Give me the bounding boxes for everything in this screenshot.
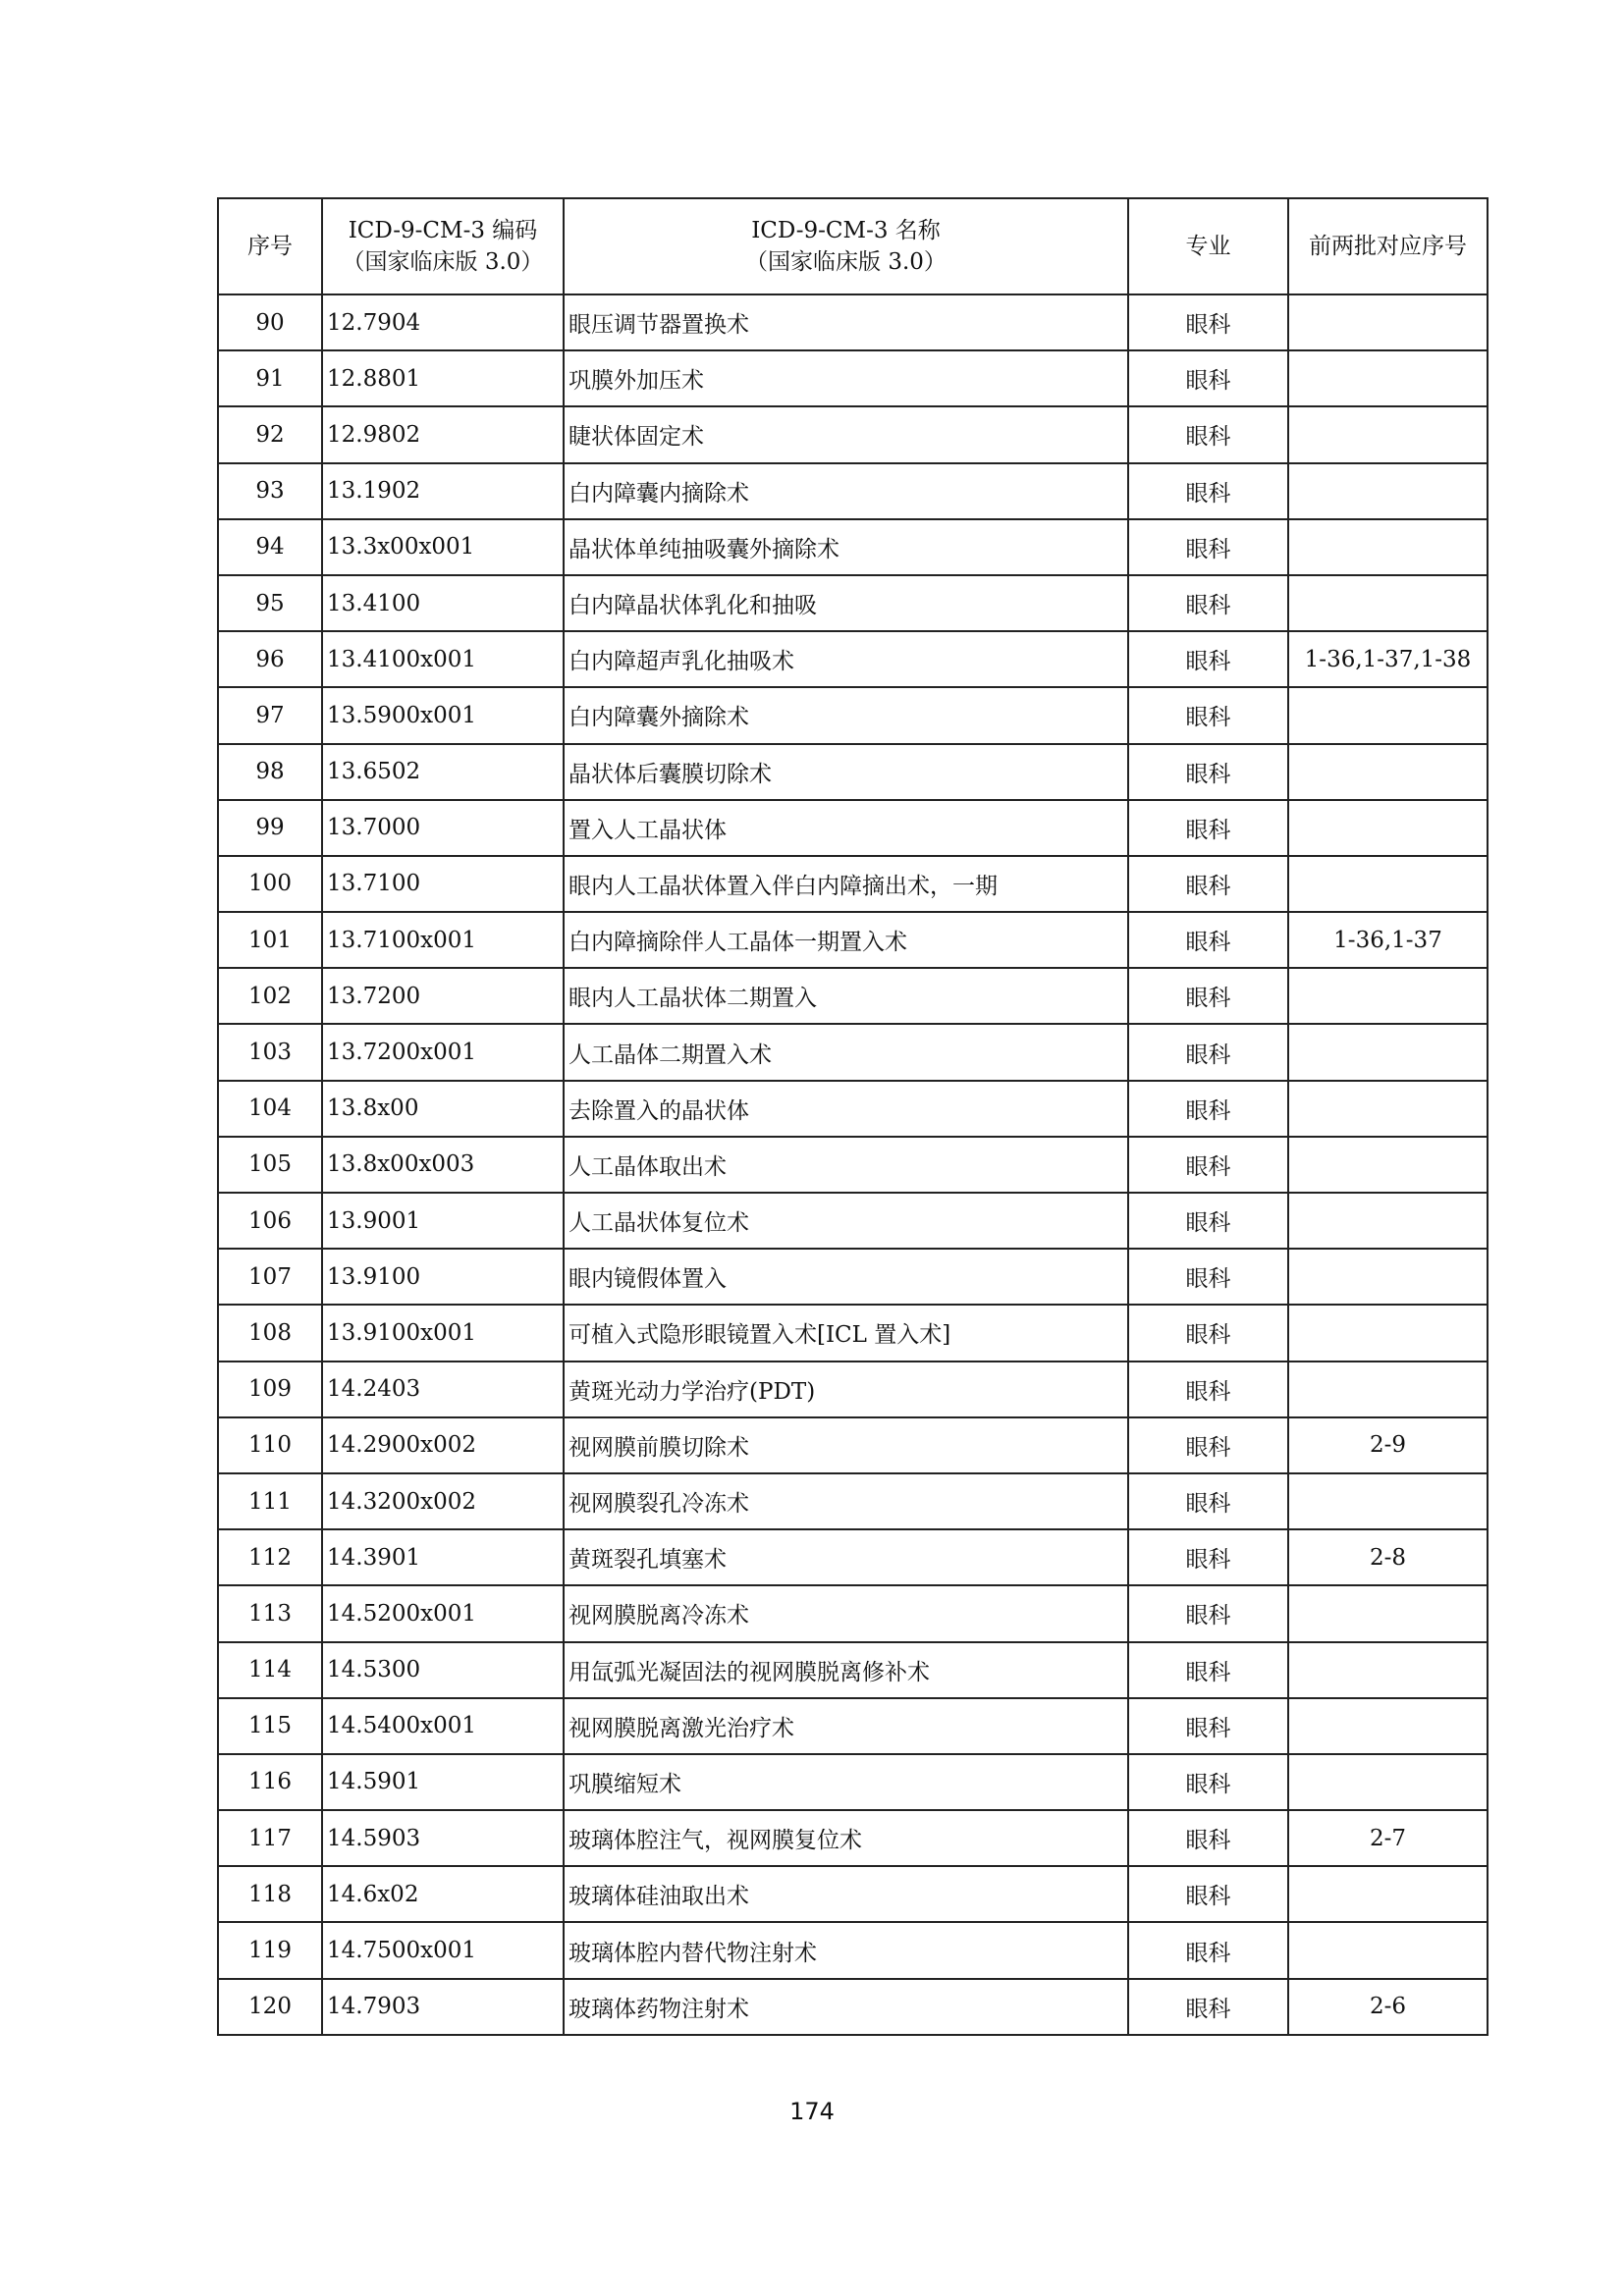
cell-specialty: 眼科	[1128, 1754, 1288, 1810]
cell-name: 睫状体固定术	[564, 406, 1128, 462]
cell-name: 白内障囊内摘除术	[564, 463, 1128, 519]
cell-code: 14.5400x001	[322, 1698, 564, 1754]
cell-name: 视网膜脱离冷冻术	[564, 1585, 1128, 1641]
cell-index: 120	[218, 1979, 322, 2035]
cell-prev-index	[1288, 744, 1488, 800]
cell-name: 眼内镜假体置入	[564, 1249, 1128, 1305]
cell-code: 14.5901	[322, 1754, 564, 1810]
cell-name: 巩膜外加压术	[564, 350, 1128, 406]
header-prev-index: 前两批对应序号	[1288, 198, 1488, 294]
cell-code: 13.6502	[322, 744, 564, 800]
cell-index: 105	[218, 1137, 322, 1193]
cell-specialty: 眼科	[1128, 1024, 1288, 1080]
cell-name: 晶状体后囊膜切除术	[564, 744, 1128, 800]
cell-prev-index	[1288, 1585, 1488, 1641]
cell-prev-index: 2-8	[1288, 1529, 1488, 1585]
cell-specialty: 眼科	[1128, 856, 1288, 912]
cell-name: 黄斑光动力学治疗(PDT)	[564, 1362, 1128, 1417]
table-row	[218, 856, 1488, 912]
cell-prev-index	[1288, 687, 1488, 743]
cell-name: 玻璃体腔注气，视网膜复位术	[564, 1810, 1128, 1866]
cell-prev-index: 1-36,1-37,1-38	[1288, 631, 1488, 687]
cell-prev-index	[1288, 1473, 1488, 1529]
cell-index: 92	[218, 406, 322, 462]
cell-index: 98	[218, 744, 322, 800]
cell-index: 106	[218, 1193, 322, 1249]
header-name	[564, 198, 1128, 294]
cell-name: 眼内人工晶状体二期置入	[564, 968, 1128, 1024]
cell-specialty: 眼科	[1128, 1642, 1288, 1698]
cell-prev-index	[1288, 1698, 1488, 1754]
table-row	[218, 1473, 1488, 1529]
cell-prev-index	[1288, 1024, 1488, 1080]
cell-index: 90	[218, 294, 322, 350]
cell-name: 白内障囊外摘除术	[564, 687, 1128, 743]
cell-prev-index: 2-7	[1288, 1810, 1488, 1866]
cell-specialty: 眼科	[1128, 1585, 1288, 1641]
cell-index: 93	[218, 463, 322, 519]
table-row	[218, 1810, 1488, 1866]
cell-specialty: 眼科	[1128, 912, 1288, 968]
cell-specialty: 眼科	[1128, 1249, 1288, 1305]
table-row	[218, 1754, 1488, 1810]
cell-prev-index	[1288, 1081, 1488, 1137]
table-row	[218, 519, 1488, 575]
cell-index: 101	[218, 912, 322, 968]
cell-index: 91	[218, 350, 322, 406]
cell-name: 眼压调节器置换术	[564, 294, 1128, 350]
cell-specialty: 眼科	[1128, 968, 1288, 1024]
cell-index: 108	[218, 1305, 322, 1361]
cell-specialty: 眼科	[1128, 1193, 1288, 1249]
table-row	[218, 1979, 1488, 2035]
cell-index: 109	[218, 1362, 322, 1417]
cell-prev-index	[1288, 575, 1488, 631]
table-row	[218, 406, 1488, 462]
cell-specialty: 眼科	[1128, 744, 1288, 800]
cell-specialty: 眼科	[1128, 1417, 1288, 1473]
table-row	[218, 912, 1488, 968]
cell-index: 104	[218, 1081, 322, 1137]
header-name-line1: ICD-9-CM-3 名称	[751, 218, 941, 243]
header-name-line2: （国家临床版 3.0）	[745, 249, 947, 275]
table-row	[218, 631, 1488, 687]
cell-index: 113	[218, 1585, 322, 1641]
cell-index: 116	[218, 1754, 322, 1810]
header-code	[322, 198, 564, 294]
cell-prev-index	[1288, 1137, 1488, 1193]
cell-code: 13.8x00	[322, 1081, 564, 1137]
cell-name: 用氙弧光凝固法的视网膜脱离修补术	[564, 1642, 1128, 1698]
table-row	[218, 1698, 1488, 1754]
cell-code: 14.2900x002	[322, 1417, 564, 1473]
cell-index: 94	[218, 519, 322, 575]
cell-code: 13.1902	[322, 463, 564, 519]
cell-name: 人工晶体取出术	[564, 1137, 1128, 1193]
cell-prev-index	[1288, 1362, 1488, 1417]
cell-specialty: 眼科	[1128, 1810, 1288, 1866]
cell-prev-index	[1288, 1866, 1488, 1922]
cell-specialty: 眼科	[1128, 1137, 1288, 1193]
table-row	[218, 294, 1488, 350]
cell-code: 12.9802	[322, 406, 564, 462]
cell-specialty: 眼科	[1128, 1473, 1288, 1529]
cell-specialty: 眼科	[1128, 1305, 1288, 1361]
cell-prev-index	[1288, 519, 1488, 575]
header-code-line1: ICD-9-CM-3 编码	[348, 218, 538, 243]
cell-code: 14.5200x001	[322, 1585, 564, 1641]
cell-code: 12.7904	[322, 294, 564, 350]
cell-specialty: 眼科	[1128, 519, 1288, 575]
cell-prev-index	[1288, 1249, 1488, 1305]
table-row	[218, 687, 1488, 743]
cell-code: 13.9001	[322, 1193, 564, 1249]
table-row	[218, 1362, 1488, 1417]
cell-code: 13.9100	[322, 1249, 564, 1305]
page-number: 174	[789, 2098, 835, 2125]
cell-prev-index: 2-6	[1288, 1979, 1488, 2035]
cell-specialty: 眼科	[1128, 1529, 1288, 1585]
table-row	[218, 1642, 1488, 1698]
cell-code: 13.5900x001	[322, 687, 564, 743]
cell-index: 118	[218, 1866, 322, 1922]
cell-index: 95	[218, 575, 322, 631]
cell-prev-index	[1288, 800, 1488, 856]
cell-specialty: 眼科	[1128, 575, 1288, 631]
cell-name: 置入人工晶状体	[564, 800, 1128, 856]
cell-name: 玻璃体硅油取出术	[564, 1866, 1128, 1922]
table-body	[218, 294, 1488, 2035]
cell-name: 去除置入的晶状体	[564, 1081, 1128, 1137]
cell-name: 白内障超声乳化抽吸术	[564, 631, 1128, 687]
cell-prev-index	[1288, 294, 1488, 350]
table-row	[218, 463, 1488, 519]
cell-name: 白内障晶状体乳化和抽吸	[564, 575, 1128, 631]
table-row	[218, 968, 1488, 1024]
cell-code: 13.7000	[322, 800, 564, 856]
cell-prev-index	[1288, 1922, 1488, 1978]
cell-code: 13.8x00x003	[322, 1137, 564, 1193]
table-row	[218, 1137, 1488, 1193]
cell-index: 97	[218, 687, 322, 743]
cell-code: 14.7903	[322, 1979, 564, 2035]
table-row	[218, 1024, 1488, 1080]
cell-specialty: 眼科	[1128, 800, 1288, 856]
cell-code: 12.8801	[322, 350, 564, 406]
cell-name: 视网膜裂孔冷冻术	[564, 1473, 1128, 1529]
cell-specialty: 眼科	[1128, 687, 1288, 743]
table-row	[218, 800, 1488, 856]
table-row	[218, 575, 1488, 631]
table-row	[218, 1249, 1488, 1305]
procedure-table	[217, 197, 1489, 2036]
header-index: 序号	[218, 198, 322, 294]
cell-code: 14.5903	[322, 1810, 564, 1866]
cell-code: 13.3x00x001	[322, 519, 564, 575]
cell-name: 可植入式隐形眼镜置入术[ICL 置入术]	[564, 1305, 1128, 1361]
cell-index: 100	[218, 856, 322, 912]
cell-prev-index	[1288, 1305, 1488, 1361]
cell-code: 13.7100	[322, 856, 564, 912]
table-row	[218, 350, 1488, 406]
cell-code: 13.4100	[322, 575, 564, 631]
cell-name: 眼内人工晶状体置入伴白内障摘出术，一期	[564, 856, 1128, 912]
cell-prev-index	[1288, 463, 1488, 519]
table-row	[218, 1417, 1488, 1473]
cell-name: 白内障摘除伴人工晶体一期置入术	[564, 912, 1128, 968]
cell-code: 14.6x02	[322, 1866, 564, 1922]
cell-code: 14.2403	[322, 1362, 564, 1417]
cell-code: 13.7100x001	[322, 912, 564, 968]
cell-prev-index	[1288, 968, 1488, 1024]
cell-specialty: 眼科	[1128, 1698, 1288, 1754]
cell-code: 13.4100x001	[322, 631, 564, 687]
table-row	[218, 1193, 1488, 1249]
cell-index: 103	[218, 1024, 322, 1080]
table-row	[218, 1529, 1488, 1585]
cell-name: 视网膜脱离激光治疗术	[564, 1698, 1128, 1754]
cell-specialty: 眼科	[1128, 1979, 1288, 2035]
table-row	[218, 1081, 1488, 1137]
cell-specialty: 眼科	[1128, 1866, 1288, 1922]
header-row	[218, 198, 1488, 294]
table-row	[218, 1585, 1488, 1641]
cell-code: 14.3901	[322, 1529, 564, 1585]
cell-name: 玻璃体腔内替代物注射术	[564, 1922, 1128, 1978]
cell-code: 14.5300	[322, 1642, 564, 1698]
cell-prev-index	[1288, 1193, 1488, 1249]
cell-index: 114	[218, 1642, 322, 1698]
cell-specialty: 眼科	[1128, 406, 1288, 462]
table-row	[218, 1866, 1488, 1922]
table-header	[218, 198, 1488, 294]
cell-index: 107	[218, 1249, 322, 1305]
cell-prev-index: 2-9	[1288, 1417, 1488, 1473]
cell-index: 110	[218, 1417, 322, 1473]
cell-specialty: 眼科	[1128, 631, 1288, 687]
cell-index: 112	[218, 1529, 322, 1585]
header-code-line2: （国家临床版 3.0）	[342, 249, 544, 275]
cell-name: 人工晶体二期置入术	[564, 1024, 1128, 1080]
cell-index: 96	[218, 631, 322, 687]
cell-name: 巩膜缩短术	[564, 1754, 1128, 1810]
cell-prev-index	[1288, 1754, 1488, 1810]
cell-name: 人工晶状体复位术	[564, 1193, 1128, 1249]
cell-specialty: 眼科	[1128, 1362, 1288, 1417]
cell-prev-index: 1-36,1-37	[1288, 912, 1488, 968]
cell-index: 119	[218, 1922, 322, 1978]
cell-prev-index	[1288, 350, 1488, 406]
cell-index: 115	[218, 1698, 322, 1754]
cell-specialty: 眼科	[1128, 294, 1288, 350]
cell-name: 黄斑裂孔填塞术	[564, 1529, 1128, 1585]
cell-code: 13.7200	[322, 968, 564, 1024]
cell-specialty: 眼科	[1128, 1922, 1288, 1978]
procedure-table-container	[217, 197, 1487, 2036]
table-row	[218, 1305, 1488, 1361]
cell-prev-index	[1288, 406, 1488, 462]
cell-specialty: 眼科	[1128, 350, 1288, 406]
cell-specialty: 眼科	[1128, 463, 1288, 519]
header-specialty: 专业	[1128, 198, 1288, 294]
cell-code: 13.7200x001	[322, 1024, 564, 1080]
cell-index: 99	[218, 800, 322, 856]
cell-code: 14.3200x002	[322, 1473, 564, 1529]
table-row	[218, 744, 1488, 800]
cell-index: 111	[218, 1473, 322, 1529]
cell-index: 117	[218, 1810, 322, 1866]
cell-name: 视网膜前膜切除术	[564, 1417, 1128, 1473]
cell-prev-index	[1288, 1642, 1488, 1698]
table-row	[218, 1922, 1488, 1978]
cell-index: 102	[218, 968, 322, 1024]
cell-code: 14.7500x001	[322, 1922, 564, 1978]
cell-name: 晶状体单纯抽吸囊外摘除术	[564, 519, 1128, 575]
cell-prev-index	[1288, 856, 1488, 912]
cell-specialty: 眼科	[1128, 1081, 1288, 1137]
cell-name: 玻璃体药物注射术	[564, 1979, 1128, 2035]
cell-code: 13.9100x001	[322, 1305, 564, 1361]
